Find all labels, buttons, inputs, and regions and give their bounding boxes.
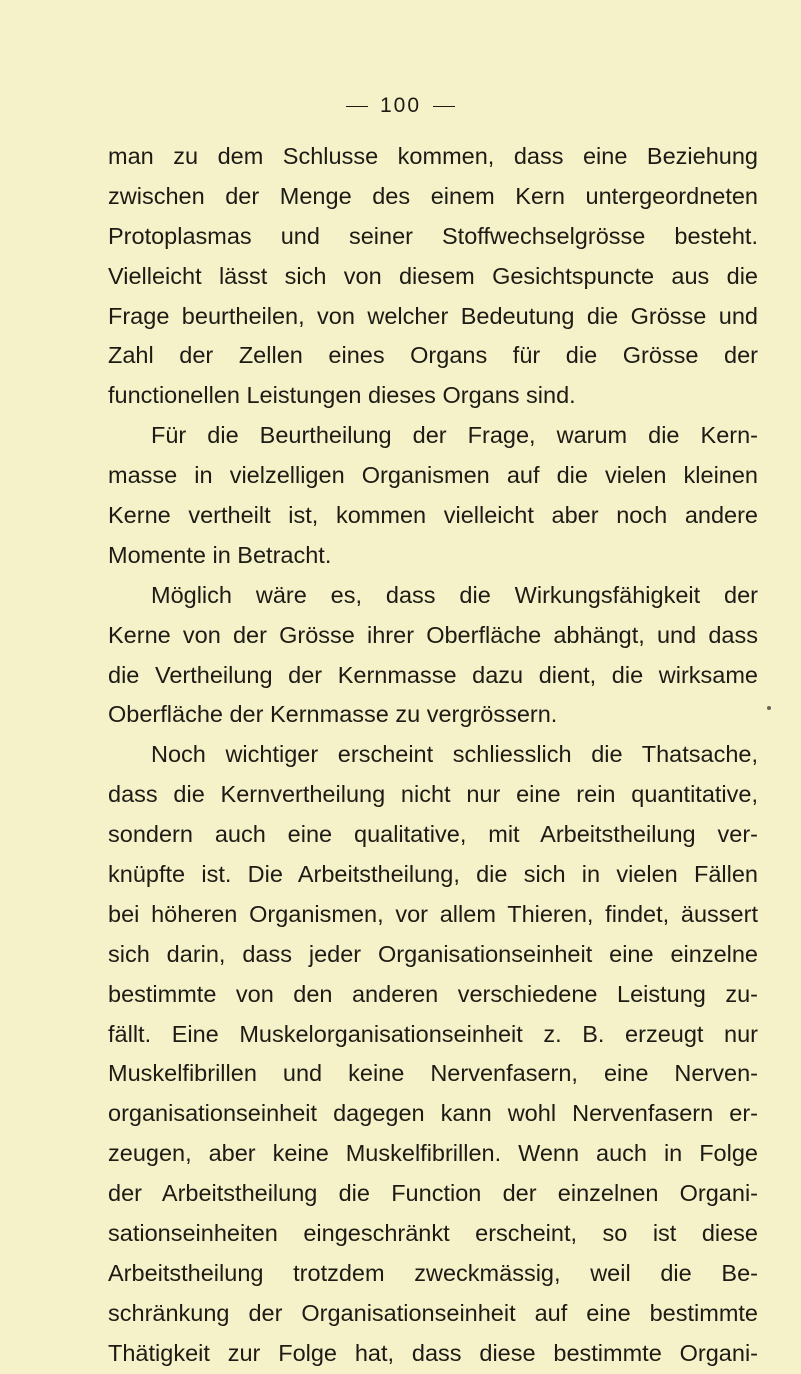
text-line: Für die Beurtheilung der Frage, warum die Kern- — [151, 422, 758, 449]
body-text — [108, 137, 758, 1374]
text-line: sich darin, dass jeder Organisationseinheit eine einzelne — [108, 940, 758, 967]
text-line: sationseinheiten eingeschränkt erscheint, so ist diese — [108, 1220, 758, 1247]
text-line: der Arbeitstheilung die Function der einzelnen Organi- — [108, 1180, 758, 1207]
text-line: man zu dem Schlusse kommen, dass eine Beziehung — [108, 143, 758, 169]
page-number-header — [0, 92, 801, 120]
text-line: Protoplasmas und seiner Stoffwechselgrösse besteht. — [108, 222, 758, 249]
text-line: functionellen Leistungen dieses Organs sind. — [108, 382, 576, 409]
text-line: Frage beurtheilen, von welcher Bedeutung die Grösse und — [108, 302, 758, 329]
text-line: Kerne von der Grösse ihrer Oberfläche abhängt, und dass — [108, 621, 758, 648]
text-line: Möglich wäre es, dass die Wirkungsfähigkeit der — [151, 581, 758, 608]
text-line: Momente in Betracht. — [108, 541, 332, 568]
right-dash — [433, 106, 455, 108]
text-line: Thätigkeit zur Folge hat, dass diese bestimmte Organi- — [108, 1339, 758, 1366]
text-line: zeugen, aber keine Muskelfibrillen. Wenn auch in Folge — [108, 1140, 758, 1167]
text-line: Oberfläche der Kernmasse zu vergrössern. — [108, 701, 558, 728]
text-line: knüpfte ist. Die Arbeitstheilung, die sich in vielen Fällen — [108, 861, 758, 888]
text-line: schränkung der Organisationseinheit auf eine bestimmte — [108, 1299, 758, 1326]
text-line: Muskelfibrillen und keine Nervenfasern, eine Nerven- — [108, 1060, 758, 1087]
text-line: die Vertheilung der Kernmasse dazu dient, die wirksame — [108, 661, 758, 688]
text-line: Vielleicht lässt sich von diesem Gesichtspuncte aus die — [108, 262, 758, 289]
text-line: masse in vielzelligen Organismen auf die vielen kleinen — [108, 462, 758, 489]
text-line: bestimmte von den anderen verschiedene Leistung zu- — [108, 980, 758, 1007]
text-line: Zahl der Zellen eines Organs für die Grösse der — [108, 342, 758, 369]
text-line: organisationseinheit dagegen kann wohl Nervenfasern er- — [108, 1100, 758, 1127]
page-number: 100 — [379, 94, 422, 117]
text-line: Noch wichtiger erscheint schliesslich die Thatsache, — [151, 741, 758, 768]
text-line: bei höheren Organismen, vor allem Thieren, findet, äussert — [108, 900, 758, 927]
text-line: Arbeitstheilung trotzdem zweckmässig, weil die Be- — [108, 1259, 758, 1286]
left-dash — [346, 106, 368, 108]
margin-dot — [767, 706, 771, 710]
text-line: dass die Kernvertheilung nicht nur eine rein quantitative, — [108, 781, 758, 808]
text-line: fällt. Eine Muskelorganisationseinheit z. B. erzeugt nur — [108, 1020, 758, 1047]
text-line: sondern auch eine qualitative, mit Arbeitstheilung ver- — [108, 821, 758, 848]
text-line: Kerne vertheilt ist, kommen vielleicht aber noch andere — [108, 502, 758, 529]
text-line: zwischen der Menge des einem Kern untergeordneten — [108, 182, 758, 209]
